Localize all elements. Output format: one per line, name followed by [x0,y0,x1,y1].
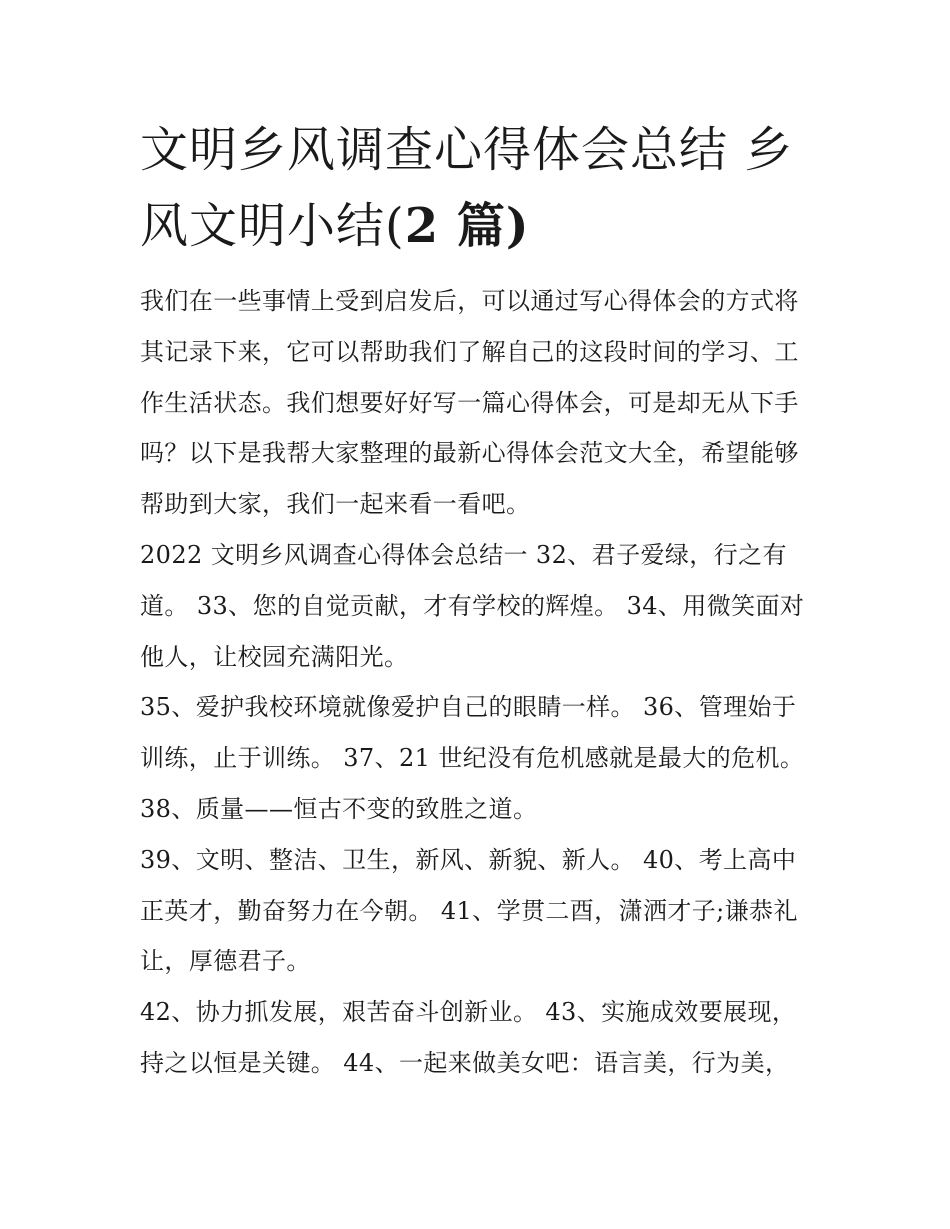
body-line: 持之以恒是关键。 44、一起来做美女吧：语言美，行为美， [140,1048,790,1077]
intro-line: 我们在一些事情上受到启发后，可以通过写心得体会的方式将 [140,287,799,315]
body-line: 让，厚德君子。 [140,947,311,976]
title-line-1: 文明乡风调查心得体会总结 乡 [140,122,794,178]
title-line-2-count: 2 篇) [404,198,530,254]
body-line: 正英才，勤奋努力在今朝。 41、学贯二酉，潇洒才子;谦恭礼 [140,896,798,925]
intro-paragraph [140,276,820,530]
document-title-continued [140,188,820,264]
body-line: 38、质量——恒古不变的致胜之道。 [140,794,538,823]
body-line: 他人，让校园充满阳光。 [140,642,409,671]
document-content [140,112,820,1089]
intro-line: 帮助到大家，我们一起来看一看吧。 [140,490,531,519]
title-line-2: 风文明小结( [140,198,405,254]
intro-line: 吗？以下是我帮大家整理的最新心得体会范文大全，希望能够 [140,439,799,468]
body-paragraph-3 [140,784,820,835]
body-line: 39、文明、整洁、卫生，新风、新貌、新人。 40、考上高中 [140,845,797,874]
intro-line: 其记录下来，它可以帮助我们了解自己的这段时间的学习、工 [140,337,799,366]
body-paragraph-4 [140,835,820,987]
body-line: 道。 33、您的自觉贡献，才有学校的辉煌。 34、用微笑面对 [140,591,805,620]
intro-line: 作生活状态。我们想要好好写一篇心得体会，可是却无从下手 [140,388,799,417]
document-title [140,112,820,188]
body-line: 35、爱护我校环境就像爱护自己的眼睛一样。 36、管理始于 [140,693,797,722]
body-paragraph-1 [140,530,820,682]
body-line: 42、协力抓发展，艰苦奋斗创新业。 43、实施成效要展现， [140,998,797,1027]
body-line: 2022 文明乡风调查心得体会总结一 32、君子爱绿，行之有 [140,540,787,569]
body-line: 训练，止于训练。 37、21 世纪没有危机感就是最大的危机。 [140,744,805,773]
body-paragraph-2 [140,682,820,784]
body-paragraph-5 [140,987,820,1089]
